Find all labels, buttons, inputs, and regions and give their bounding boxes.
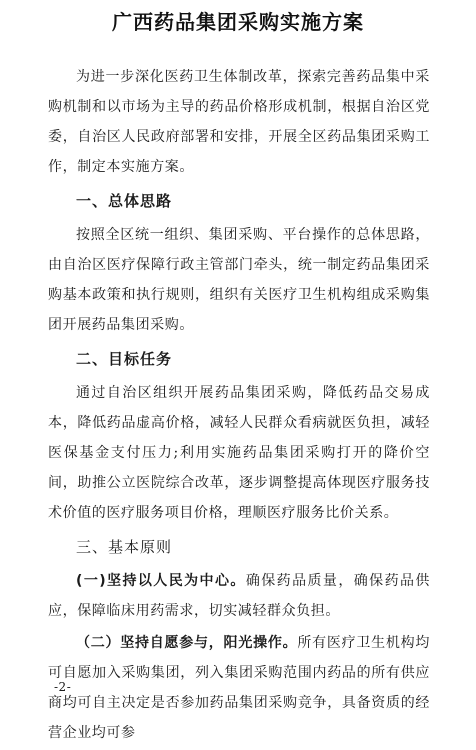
section-heading-overall-approach: 一、总体思路 [76,192,173,210]
section-heading-principles: 三、基本原则 [76,538,173,556]
section-paragraph-goals: 通过自治区组织开展药品集团采购，降低药品交易成本，降低药品虚高价格，减轻人民群众看病就医负担，减轻医保基金支付压力;利用实施药品集团采购打开的降价空间，助推公立医院综合改革，逐步调整提高体现医疗服务技术价值的医疗服务项目价格，理顺医疗服务比价关系。 [48,385,430,521]
intro-paragraph: 为进一步深化医药卫生体制改革，探索完善药品集中采购机制和以市场为主导的药品价格形成机制，根据自治区党委，自治区人民政府部署和安排，开展全区药品集团采购工作，制定本实施方案。 [48,69,430,175]
principle-lead: （二）坚持自愿参与，阳光操作。 [76,635,298,651]
principle-text: 确保药品质量，确保药品供应，保障临床用药需求，切实减轻群众负担。 [48,573,431,619]
principle-item [48,628,430,748]
document-title: 广西药品集团采购实施方案 [112,10,364,34]
principle-text: 所有医疗卫生机构均可自愿加入采购集团，列入集团采购范围内药品的所有供应商均可自主决定是否参加药品集团采购竞争，具备资质的经营企业均可参 [48,635,430,741]
section-paragraph-overall-approach: 按照全区统一组织、集团采购、平台操作的总体思路，由自治区医疗保障行政主管部门牵头，统一制定药品集团采购基本政策和执行规则，组织有关医疗卫生机构组成采购集团开展药品集团采购。 [48,227,430,333]
page-number: -2- [54,680,72,694]
document-body [48,62,430,750]
section-heading-goals: 二、目标任务 [76,350,173,368]
principle-lead: (一)坚持以人民为中心。 [76,573,246,589]
principle-item [48,566,430,626]
